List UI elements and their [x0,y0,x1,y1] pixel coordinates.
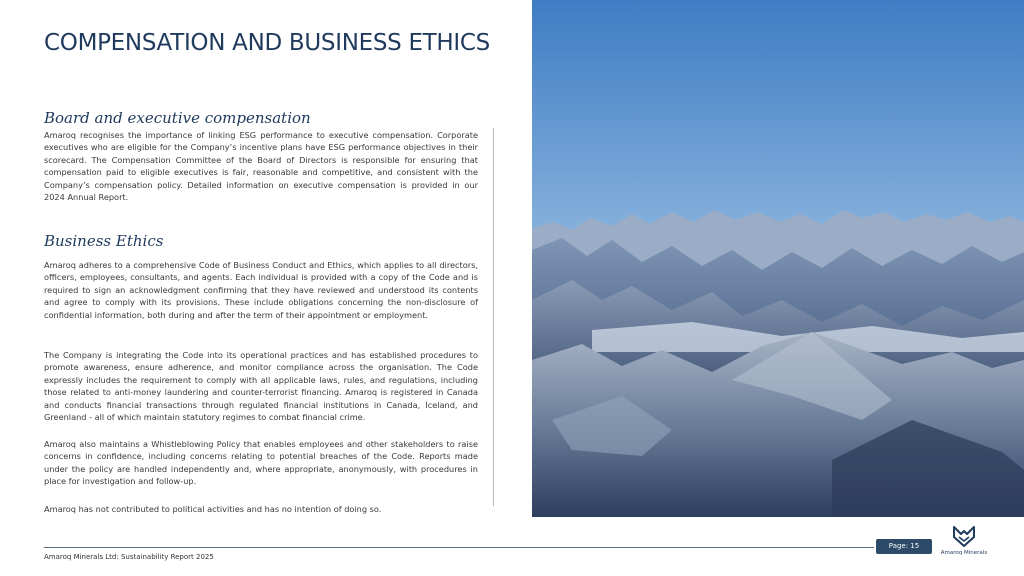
business-ethics-paragraph-3: Amaroq also maintains a Whistleblowing Policy that enables employees and other stakeholders to raise concerns in confidence, including concerns relating to potential breaches of the Code. Reports made under the policy are handled independently and, where appropriate, anonymously, with procedures in place for investigation and follow-up. [44,439,478,487]
section-heading-business-ethics: Business Ethics [44,232,164,250]
business-ethics-paragraph-4: Amaroq has not contributed to political activities and has no intention of doing so. [44,504,382,514]
company-logo [938,525,990,561]
business-ethics-paragraph-2: The Company is integrating the Code into its operational practices and has established procedures to promote awareness, ensure adherence, and monitor compliance across the organisation. The Code expressly includes the requirement to comply with all applicable laws, rules, and regulations, including those related to anti-money laundering and counter-terrorist financing. Amaroq is registered in Canada and conducts financial transactions through regulated financial institutions in Canada, Iceland, and Greenland - all of which maintain statutory regimes to combat financial crime. [44,350,478,423]
page-number-badge: Page: 15 [876,539,932,554]
column-divider [493,128,494,506]
business-ethics-paragraph-1: Amaroq adheres to a comprehensive Code of Business Conduct and Ethics, which applies to all directors, officers, employees, consultants, and agents. Each individual is provided with a copy of the Code and is required to sign an acknowledgment confirming that they have reviewed and understood its contents and agree to comply with its provisions. These include obligations concerning the non-disclosure of confidential information, both during and after the term of their appointment or employment. [44,260,478,320]
footer-report-name: Amaroq Minerals Ltd: Sustainability Report 2025 [44,553,214,561]
mountain-landscape-photo [532,0,1024,517]
wolf-head-icon [952,525,976,547]
footer-divider [44,547,874,548]
page-title: COMPENSATION AND BUSINESS ETHICS [44,30,490,56]
board-compensation-paragraph: Amaroq recognises the importance of linking ESG performance to executive compensation. Corporate executives who are eligible for the Company’s incentive plans have ESG performance objectives in their scorecard. The Compensation Committee of the Board of Directors is responsible for ensuring that compensation paid to eligible executives is fair, reasonable and competitive, and consistent with the Company’s compensation policy. Detailed information on executive compensation is provided in our 2024 Annual Report. [44,130,478,203]
section-heading-board-compensation: Board and executive compensation [44,109,311,127]
logo-wordmark: Amaroq Minerals [940,550,988,556]
